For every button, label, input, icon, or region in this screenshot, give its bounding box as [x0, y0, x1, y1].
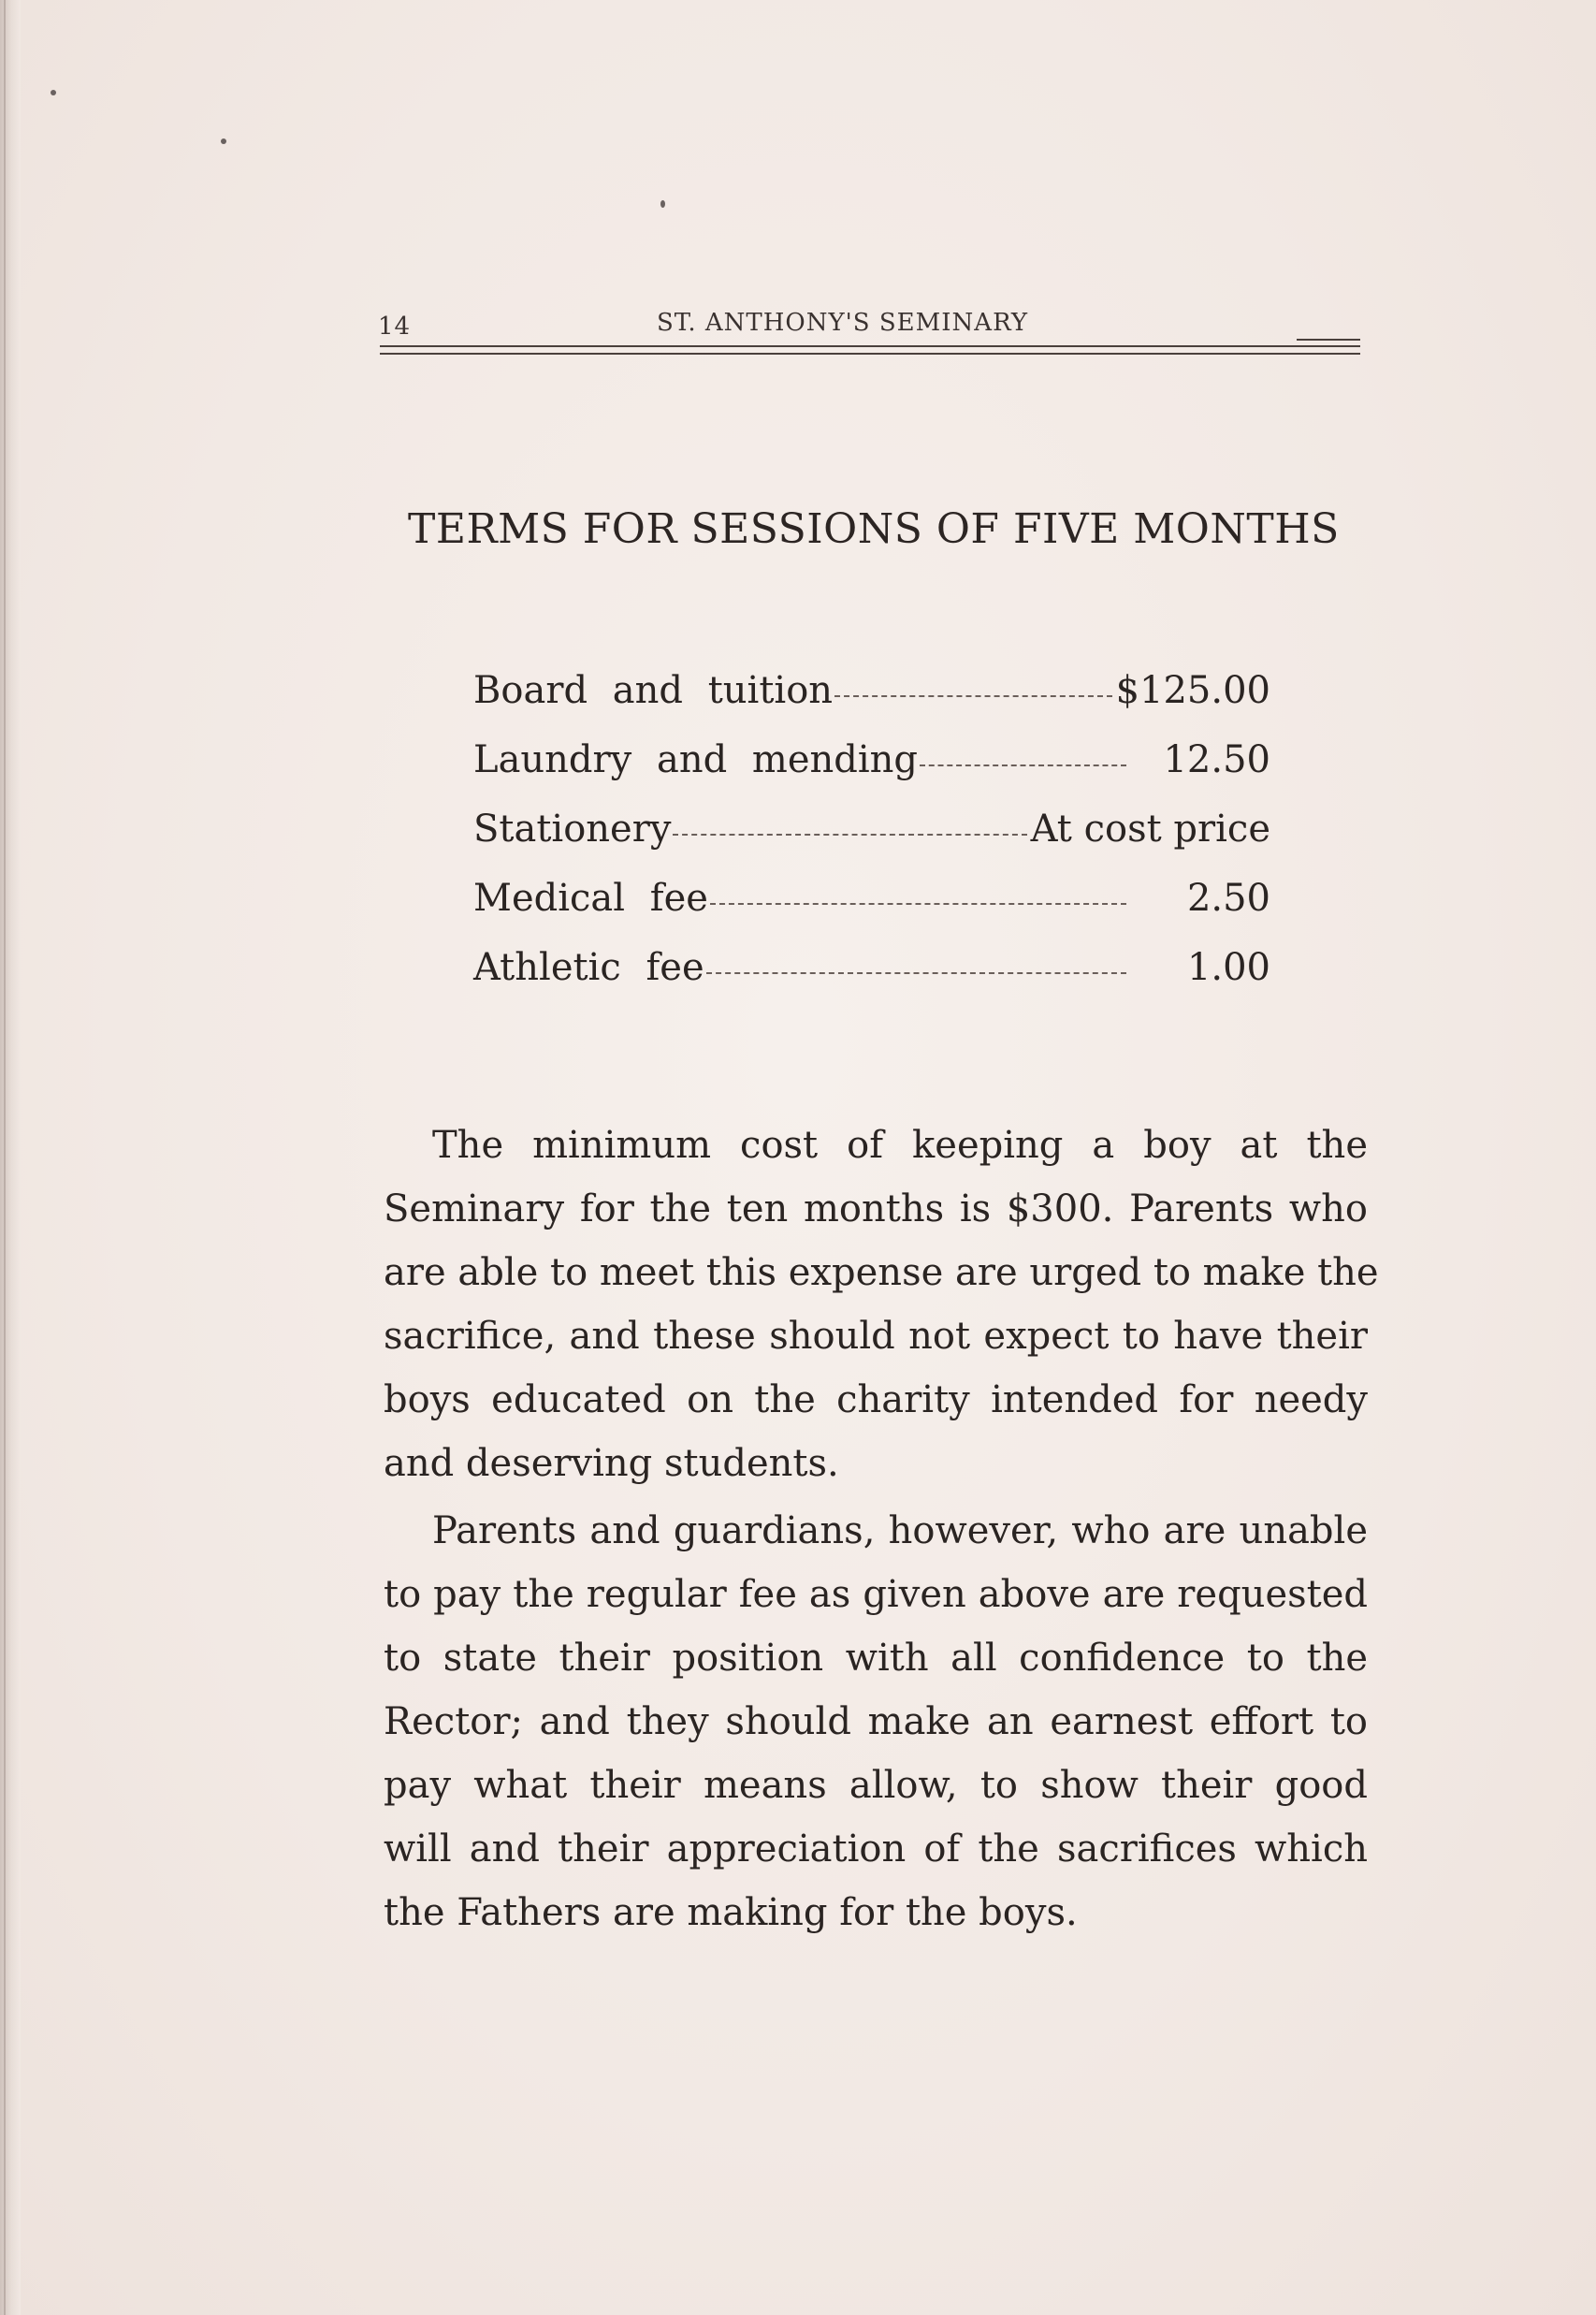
paragraph-line: to pay the regular fee as given above are requested — [384, 1573, 1368, 1616]
fee-row — [473, 877, 1270, 946]
fee-amount: 12.50 — [1163, 738, 1270, 781]
fee-label: Board and tuition — [473, 669, 834, 712]
fee-row — [473, 808, 1270, 877]
dot-leader — [920, 764, 1126, 766]
fee-label: Laundry and mending — [473, 738, 919, 781]
fee-row — [473, 738, 1270, 808]
paragraph-line: Seminary for the ten months is $300. Parents who — [384, 1187, 1368, 1230]
paragraph-line: Parents and guardians, however, who are unable — [432, 1509, 1368, 1552]
fee-amount: 1.00 — [1186, 946, 1270, 989]
page-number: 14 — [378, 313, 412, 341]
paragraph-line: and deserving students. — [384, 1442, 839, 1485]
paper-speck — [51, 90, 56, 95]
paper-speck — [660, 200, 665, 208]
fee-amount: 2.50 — [1186, 877, 1270, 920]
running-title: ST. ANTHONY'S SEMINARY — [657, 309, 1029, 337]
dot-leader — [710, 903, 1126, 905]
paragraph-guardians — [384, 1499, 1368, 1944]
header-rule-accent — [1297, 339, 1360, 341]
dot-leader — [706, 972, 1126, 974]
section-heading: TERMS FOR SESSIONS OF FIVE MONTHS — [408, 505, 1340, 553]
paragraph-line: are able to meet this expense are urged to make the — [384, 1251, 1379, 1294]
header-rule-upper — [380, 345, 1360, 347]
paragraph-line: to state their position with all confidence to the — [384, 1637, 1368, 1680]
fee-amount: $125.00 — [1115, 669, 1270, 712]
dot-leader — [673, 834, 1026, 836]
running-header — [378, 309, 1360, 346]
fee-label: Medical fee — [473, 877, 708, 920]
fee-amount: At cost price — [1030, 808, 1270, 851]
paragraph-line: will and their appreciation of the sacrifices which — [384, 1827, 1368, 1871]
paper-speck — [221, 138, 226, 144]
paragraph-line: pay what their means allow, to show their good — [384, 1764, 1368, 1807]
paragraph-line: sacrifice, and these should not expect to have their — [384, 1315, 1368, 1358]
fee-row — [473, 946, 1270, 1015]
fee-label: Stationery — [473, 808, 672, 851]
fee-label: Athletic fee — [473, 946, 704, 989]
header-rule-lower — [380, 353, 1360, 355]
paragraph-minimum-cost — [384, 1114, 1379, 1495]
fees-table — [473, 669, 1270, 1015]
dot-leader — [834, 695, 1112, 697]
paragraph-line: boys educated on the charity intended for needy — [384, 1378, 1368, 1421]
spine-line — [4, 0, 6, 2315]
paragraph-line: The minimum cost of keeping a boy at the — [432, 1124, 1368, 1167]
paragraph-line: the Fathers are making for the boys. — [384, 1891, 1078, 1934]
paragraph-line: Rector; and they should make an earnest effort to — [384, 1700, 1368, 1743]
fee-row — [473, 669, 1270, 738]
